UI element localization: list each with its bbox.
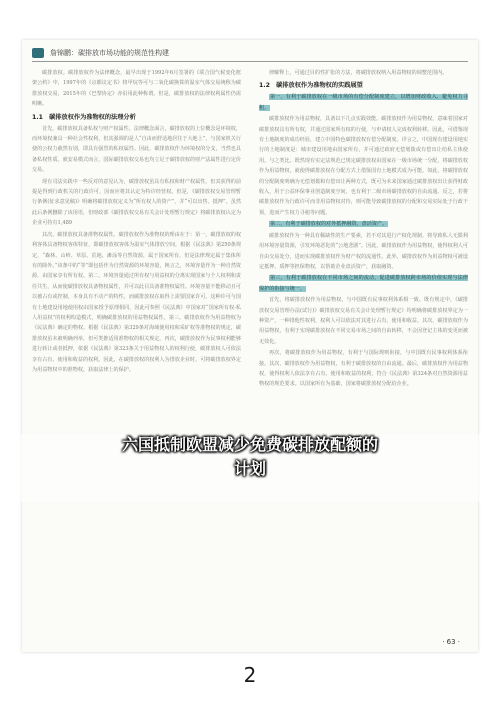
highlight: 第三，有利于碳排放权在不同市场之间的流动，促进碳排放权跨市场的价值实现与法律保护的衔接与统一。 xyxy=(259,275,468,292)
overlay-headline xyxy=(0,433,500,481)
highlight: 第二，有利于碳排放权的对外抵押融资，盘活资产。 xyxy=(270,221,388,228)
paragraph: 首先，将碳排放权作为用益物权，与中国既有民事权利体系相一致。既有规定中，《碳排放权交易管理办法(试行)》碳排放权交易有关会计处理暂行规定》均明确将碳排放权界定为一种资产，一种排他性权利，权利人可以依法对其进行占有、使用和收益。其次，碳排放权作为用益物权，有利于实现碳排放权在不同交易市场之间的自由转移，不会因登记主体的变更而被无效化。 xyxy=(259,297,468,345)
paragraph: 再次，将碳排放权作为用益物权，有利于与国际规则衔接，与中国既有民事权利体系衔接。其次，碳排放权作为用益物权，有利于碳排放权的自由流通。最后，碳排放权作为用益物权，使得权利人依法享有占有、使用和收益的权利，符合《民法典》第324条对自然资源用益物权的规范要求。以国家所有为基础，国家将碳排放权分配给企业。 xyxy=(259,350,468,388)
scanned-journal-page xyxy=(22,40,478,652)
paragraph: 碳排放权。碳排放权作为法律概念，最早出现于1992年6月签署的《联合国气候变化框架公约》中，1997年的《京都议定书》将甲烷等可与二氧化碳换算的温室气体交易统称为碳排放权交易，2015年的《巴黎协定》亦沿用此种称谓。但是，碳排放权的法律权利属性仍需明晰。 xyxy=(32,70,241,108)
paragraph: 碳排放权作为一种具有稀缺性的生产要素，若不对其进行产权化规制，将导致私人无限利用环境容量资源，引发环境恶化的“公地悲剧”。因此，碳排放权作为用益物权，使得权利人可自由交易处分，进而实现碳排放权作为财产权的流通性。此外，碳排放权作为用益物权可被设定抵押、质押等担保物权，以帮助企业盘活资产，获取融资。 xyxy=(259,232,468,270)
highlighted-sentence xyxy=(259,273,468,294)
running-title: 詹锦鹏：碳排放市场功能的规范性构建 xyxy=(50,49,169,57)
paragraph: 现有司法实践中一些反对的意见认为，碳排放权虽具有私权和财产权属性，但其获得的前提是得到行政机关的行政许可，因而应将其认定为特许经营权。但是，《碳排放权交易管理暂行条例(征求意见稿)》明确将碳排放权定义为“所有权人的资产”，并“可以出售、抵押”。虽然此后条例删除了该用语，但财政部《碳排放权交易有关会计处理暂行规定》将碳排放权认定为企业可持有1,489 xyxy=(32,178,241,227)
journal-page-number: · 63 · xyxy=(442,638,460,646)
paragraph: 其次，碳排放权具备准物权属性。碳排放权作为准物权的理由在于：第一，碳排放权的权利客体具备物权客体特征，即碳排放权客体为温室气体排放空间，根据《民法典》第250条规定，“森林、山岭、草原、荒地、滩涂等自然资源，属于国家所有，但是法律规定属于集体所有的除外。”该条中的“等”即包括作为自然资源的环境容量，换言之，环境容量作为一种自然资源，由国家享有所有权。第二，环境容量通过所有权与用益权的分离实现国家与个人权利和责任共生，从而使碳排放权具备物权属性，并可以此目具备准物权属性。环境容量不能移动且可以被占有或控制，本身具有不动产的特性，而碳排放权在取得上需要国家许可，这种许可与国有土地建设用地使用权由国家授予原理相同，因此可参照《民法典》中国家对“国家所有权-私人用益权”的权利构造模式，明确碳排放权的用益物权属性。第三，碳排放权作为用益物权为《民法典》确定的物权。根据《民法典》第329条对海域使用权和采矿权等准物权的规定，碳排放权虽未被明确列举，但可类推适用准物权的相关规定。再次，碳排放权作为民事权利能够进行转让或者抵押，依据《民法典》第323条关于用益物权人的权利行使，碳排放权人可依法享有占有、使用和收益的权利。因此，在碳排放权的权利人为排放企业时，可将碳排放权界定为用益物权中的准物权，获取法律上的保护。 xyxy=(32,231,242,373)
journal-logo-icon xyxy=(32,48,44,58)
left-text-column xyxy=(32,68,241,376)
page-index: 2 xyxy=(243,663,257,687)
paragraph: 碳排放权作为用益物权，具备以下几点实践效能。碳排放权作为用益物权，意味着国家对碳排放权具有所有权，并通过国家所有权的行使，与申请权人完成权利转移。因此，可借鉴现有土地制度的成功经验，建立中国特色碳排放权有偿分配制度。详言之，中国现有建设用地实行的土地制度是：城市建设用地由国家所有，并可通过政府无偿划拨或有偿出让给私主体使用。与之类比，既然现有实定法规范已规定碳排放权由国家在一级市场统一分配，将碳排放权作为用益物权，就使得碳排放权在分配方式上借鉴国有土地模式成为可能。如此，将碳排放权的分配制度明确为无偿划拨和有偿出让两种方式，既可为未来国家通过碳排放权出让获得财政收入，用于公益环保事业创造制度空间，也有利于二级市场碳排放权的自由流通。反之，若将碳排放权作为行政许可而非用益物权对待，则可能导致碳排放权的分配和交易实际处于行政干预，进而产生权力寻租等问题。 xyxy=(259,116,468,216)
right-text-column xyxy=(259,68,468,391)
highlighted-sentence xyxy=(259,92,468,113)
section-heading: 1.2 碳排放权作为准物权的实践展望 xyxy=(259,82,363,90)
running-header xyxy=(32,45,468,62)
overlay-headline-line2: 计划 xyxy=(233,459,266,478)
highlighted-sentence xyxy=(259,219,468,229)
section-heading: 1.1 碳排放权作为准物权的法理分析 xyxy=(32,113,136,121)
overlay-headline-line1: 六国抵制欧盟减少免费碳排放配额的 xyxy=(121,435,378,454)
highlight: 第一，有利于碳排放权在一级市场的有偿分配制度建立，以增加财政收入、避免权力寻租。 xyxy=(259,94,468,111)
paragraph: 律解释上，可通过目的性扩张的方法，将碳排放权纳入用益物权的调整范围内。 xyxy=(269,70,448,76)
paragraph: 首先，碳排放权具备私权与财产权属性。法律概念面言，碳排放权的上位概念是环境权，而环境权兼具一种社会性权利，但其强调的是人“自由而舒适地居住于大地上”，与国家机关行使的公权力截然有别，即具有强烈的私权属性。因此，碳排放权作为环境权的分支，当然也具备私权性质。就安易模式而言，国际碳排放权交易也均立足于碳排放权的财产法属性进行定价交易。 xyxy=(32,125,241,174)
